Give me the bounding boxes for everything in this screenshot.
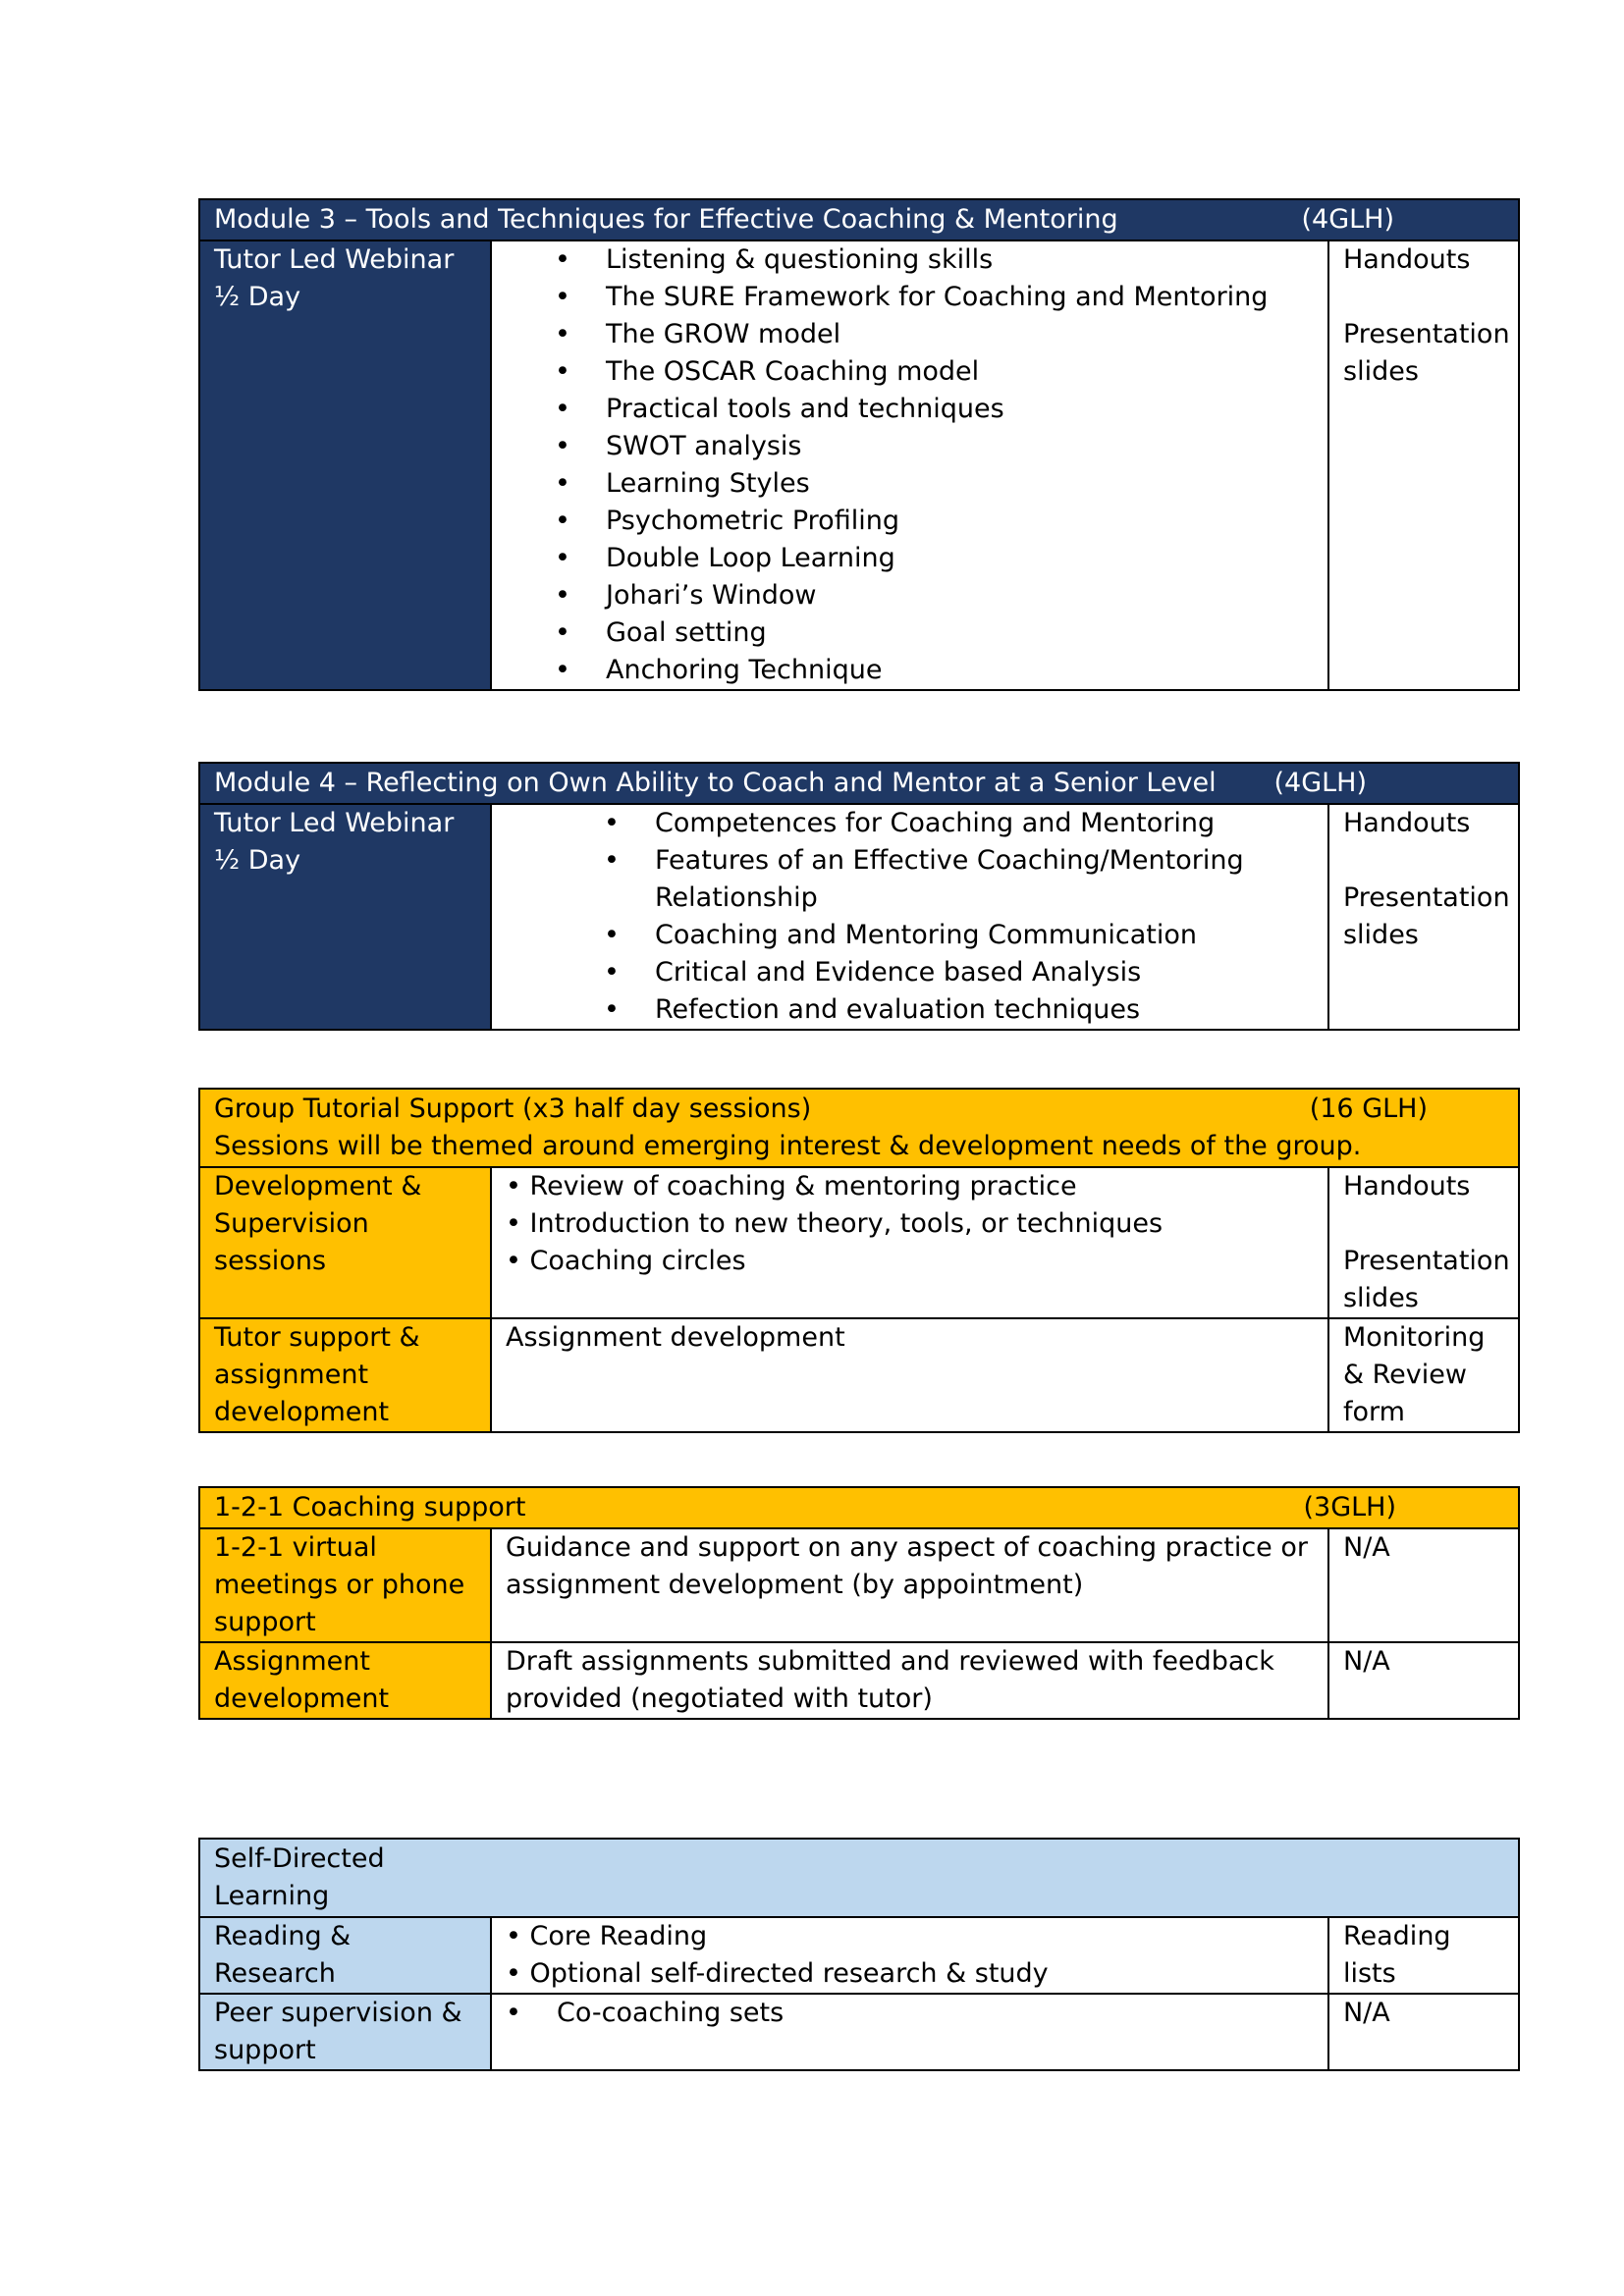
module-3-table: [198, 198, 1520, 691]
module-4-header: [199, 763, 1519, 804]
list-item: • Anchoring Technique: [506, 652, 1314, 689]
delivery-duration: ½ Day: [214, 282, 301, 312]
delivery-duration: ½ Day: [214, 845, 301, 876]
group-row-1-resources: [1328, 1167, 1519, 1318]
list-item: • Features of an Effective Coaching/Mentoring Relationship: [555, 842, 1314, 917]
list-item: • Introduction to new theory, tools, or techniques: [506, 1205, 1314, 1243]
module-4-delivery: [199, 804, 491, 1030]
module-3-delivery: [199, 240, 491, 690]
list-item: • Practical tools and techniques: [506, 391, 1314, 428]
self-row-2-list: [506, 1995, 1314, 2032]
self-row-1-content: [491, 1917, 1328, 1994]
module-3-content: [491, 240, 1328, 690]
list-item: • The OSCAR Coaching model: [506, 353, 1314, 391]
self-row-2-label: Peer supervision & support: [199, 1994, 491, 2070]
group-row-2-resource: Monitoring & Review form: [1328, 1318, 1519, 1432]
coaching-support-header: [199, 1487, 1519, 1528]
list-item: • Double Loop Learning: [506, 540, 1314, 577]
list-item: • Core Reading: [506, 1918, 1314, 1955]
coaching-row-2-content: Draft assignments submitted and reviewed with feedback provided (negotiated with tutor): [491, 1642, 1328, 1719]
self-directed-table: [198, 1838, 1520, 2071]
list-item: • Optional self-directed research & study: [506, 1955, 1314, 1993]
coaching-row-2-resource: N/A: [1328, 1642, 1519, 1719]
coaching-support-table: [198, 1486, 1520, 1720]
module-3-glh: (4GLH): [1301, 204, 1394, 235]
group-row-1-label: Development & Supervision sessions: [199, 1167, 491, 1318]
list-item: • The GROW model: [506, 316, 1314, 353]
module-4-resources: [1328, 804, 1519, 1030]
list-item: • Listening & questioning skills: [506, 241, 1314, 279]
module-4-title: Module 4 – Reflecting on Own Ability to Coach and Mentor at a Senior Level: [214, 768, 1217, 798]
delivery-method: Tutor Led Webinar: [214, 808, 455, 838]
group-row-2-label: Tutor support & assignment development: [199, 1318, 491, 1432]
list-item: • Review of coaching & mentoring practice: [506, 1168, 1314, 1205]
group-tutorial-glh: (16 GLH): [1309, 1094, 1428, 1124]
module-3-header: [199, 199, 1519, 240]
module-3-title: Module 3 – Tools and Techniques for Effective Coaching & Mentoring: [214, 204, 1118, 235]
self-row-1-list: [506, 1918, 1314, 1993]
group-tutorial-header: [199, 1089, 1519, 1167]
list-item: • Goal setting: [506, 614, 1314, 652]
group-row-2-content: Assignment development: [491, 1318, 1328, 1432]
self-row-2-resource: N/A: [1328, 1994, 1519, 2070]
self-row-1-label: Reading & Research: [199, 1917, 491, 1994]
resource-slides: Presentation slides: [1342, 1246, 1510, 1313]
list-item: • Coaching and Mentoring Communication: [555, 917, 1314, 954]
resource-slides: Presentation slides: [1342, 882, 1510, 950]
resource-slides: Presentation slides: [1343, 319, 1510, 387]
module-3-topic-list: [506, 241, 1314, 689]
coaching-row-2-label: Assignment development: [199, 1642, 491, 1719]
module-4-table: [198, 762, 1520, 1031]
group-row-1-content: [491, 1167, 1328, 1318]
list-item: • SWOT analysis: [506, 428, 1314, 465]
resource-handouts: Handouts: [1342, 808, 1471, 838]
delivery-method: Tutor Led Webinar: [214, 244, 455, 275]
self-row-2-content: [491, 1994, 1328, 2070]
list-item: • Competences for Coaching and Mentoring: [555, 805, 1314, 842]
coaching-row-1-content: Guidance and support on any aspect of coaching practice or assignment development (by appointment): [491, 1528, 1328, 1642]
resource-handouts: Handouts: [1343, 244, 1471, 275]
list-item: • Co-coaching sets: [506, 1995, 1314, 2032]
coaching-support-title: 1-2-1 Coaching support: [214, 1492, 526, 1522]
resource-handouts: Handouts: [1342, 1171, 1471, 1201]
group-tutorial-subtitle: Sessions will be themed around emerging interest & development needs of the group.: [214, 1131, 1362, 1161]
module-4-topic-list: [506, 805, 1314, 1029]
list-item: • The SURE Framework for Coaching and Mentoring: [506, 279, 1314, 316]
group-row-1-list: [506, 1168, 1314, 1280]
group-tutorial-table: [198, 1088, 1520, 1433]
list-item: • Psychometric Profiling: [506, 503, 1314, 540]
module-3-resources: [1328, 240, 1519, 690]
list-item: • Learning Styles: [506, 465, 1314, 503]
coaching-row-1-label: 1-2-1 virtual meetings or phone support: [199, 1528, 491, 1642]
list-item: • Critical and Evidence based Analysis: [555, 954, 1314, 991]
list-item: • Coaching circles: [506, 1243, 1314, 1280]
module-4-content: [491, 804, 1328, 1030]
coaching-row-1-resource: N/A: [1328, 1528, 1519, 1642]
self-directed-title: Self-Directed Learning: [214, 1843, 385, 1911]
coaching-support-glh: (3GLH): [1303, 1492, 1396, 1522]
self-row-1-resource: Reading lists: [1328, 1917, 1519, 1994]
module-4-glh: (4GLH): [1273, 768, 1367, 798]
list-item: • Johari’s Window: [506, 577, 1314, 614]
list-item: • Refection and evaluation techniques: [555, 991, 1314, 1029]
group-tutorial-title: Group Tutorial Support (x3 half day sessions): [214, 1094, 812, 1124]
self-directed-header: [199, 1839, 1519, 1917]
